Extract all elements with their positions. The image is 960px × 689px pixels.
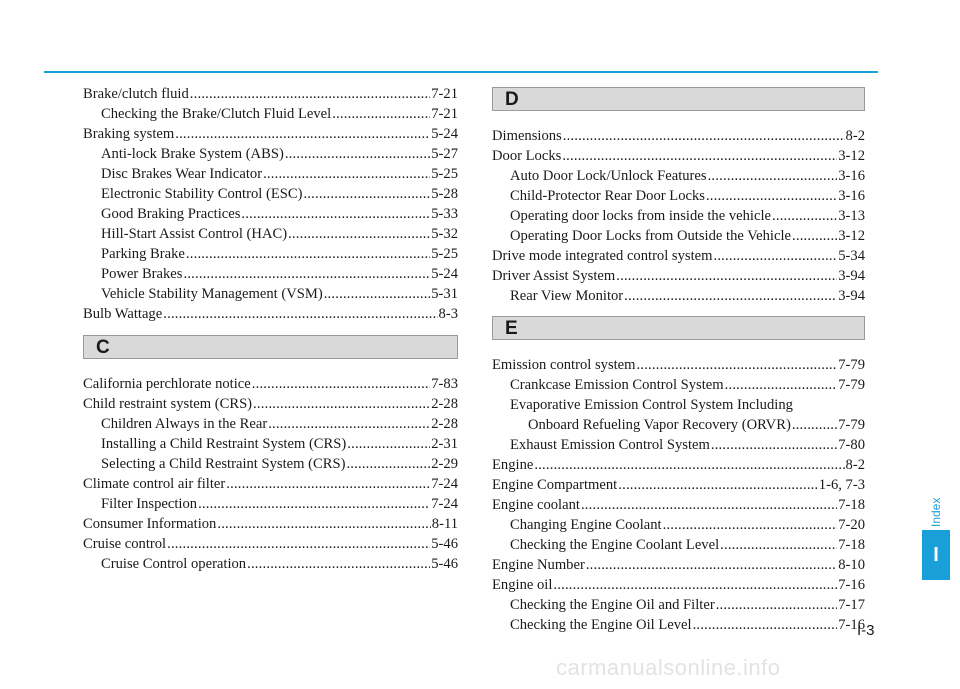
dot-leader <box>693 615 838 635</box>
dot-leader <box>167 534 430 554</box>
index-subentry[interactable] <box>83 554 458 574</box>
entry-title: Changing Engine Coolant <box>510 517 662 533</box>
section-letter-c: C <box>96 337 110 358</box>
right-column <box>492 84 865 635</box>
entry-page: 7-18 <box>838 497 865 513</box>
index-entry[interactable] <box>83 394 458 414</box>
entry-page: 3-12 <box>838 148 865 164</box>
index-group-c <box>83 374 458 574</box>
section-header-c <box>83 335 458 359</box>
entry-title: Filter Inspection <box>101 496 198 512</box>
entry-page: 8-2 <box>845 128 865 144</box>
entry-title: Brake/clutch fluid <box>83 86 189 102</box>
index-subentry[interactable] <box>83 454 458 474</box>
entry-title: Checking the Engine Coolant Level <box>510 537 720 553</box>
index-subentry[interactable] <box>83 164 458 184</box>
dot-leader <box>347 434 430 454</box>
index-subentry[interactable] <box>492 515 865 535</box>
entry-page: 3-13 <box>838 208 865 224</box>
top-divider <box>44 71 878 73</box>
dot-leader <box>562 146 837 166</box>
dot-leader <box>637 355 838 375</box>
dot-leader <box>708 166 838 186</box>
dot-leader <box>217 514 430 534</box>
dot-leader <box>183 264 430 284</box>
entry-page: 5-24 <box>431 266 458 282</box>
watermark: carmanualsonline.info <box>556 655 781 680</box>
entry-title: Cruise Control operation <box>101 556 247 572</box>
entry-page: 3-94 <box>838 288 865 304</box>
index-subentry[interactable] <box>83 224 458 244</box>
index-entry[interactable] <box>83 474 458 494</box>
entry-page: 7-79 <box>838 357 865 373</box>
entry-page: 7-80 <box>838 437 865 453</box>
index-subentry[interactable] <box>83 284 458 304</box>
dot-leader <box>263 164 430 184</box>
dot-leader <box>792 226 837 246</box>
index-entry[interactable] <box>492 555 865 575</box>
entry-page: 5-34 <box>838 248 865 264</box>
entry-page: 5-46 <box>431 556 458 572</box>
index-subentry[interactable] <box>492 615 865 635</box>
entry-title: Vehicle Stability Management (VSM) <box>101 286 323 302</box>
index-subentry[interactable] <box>83 434 458 454</box>
index-entry[interactable] <box>492 575 865 595</box>
entry-title: Operating door locks from inside the vehicle <box>510 208 771 224</box>
entry-title: Engine coolant <box>492 497 580 513</box>
entry-title: Braking system <box>83 126 175 142</box>
dot-leader <box>553 575 837 595</box>
entry-title: Checking the Brake/Clutch Fluid Level <box>101 106 332 122</box>
index-subentry[interactable] <box>83 244 458 264</box>
index-group-d <box>492 126 865 306</box>
dot-leader <box>563 126 845 146</box>
index-subentry[interactable] <box>492 186 865 206</box>
dot-leader <box>624 286 837 306</box>
dot-leader <box>247 554 430 574</box>
entry-page: 7-79 <box>838 377 865 393</box>
entry-title: Anti-lock Brake System (ABS) <box>101 146 284 162</box>
entry-title: California perchlorate notice <box>83 376 251 392</box>
entry-page: 7-24 <box>431 476 458 492</box>
index-subentry[interactable] <box>492 535 865 555</box>
index-subentry[interactable] <box>492 286 865 306</box>
index-entry[interactable] <box>83 84 458 104</box>
entry-page: 3-16 <box>838 168 865 184</box>
entry-page: 5-32 <box>431 226 458 242</box>
entry-page: 8-3 <box>438 306 458 322</box>
index-entry[interactable] <box>83 514 458 534</box>
index-group-e-a <box>492 355 865 395</box>
entry-title: Exhaust Emission Control System <box>510 437 710 453</box>
entry-title: Checking the Engine Oil Level <box>510 617 692 633</box>
index-subentry[interactable] <box>492 226 865 246</box>
left-column <box>83 84 458 574</box>
dot-leader <box>534 455 844 475</box>
index-subentry[interactable] <box>83 414 458 434</box>
section-letter-e: E <box>505 318 518 339</box>
dot-leader <box>581 495 837 515</box>
index-subentry[interactable] <box>83 494 458 514</box>
entry-page: 7-16 <box>838 577 865 593</box>
index-subentry[interactable] <box>83 104 458 124</box>
entry-page: 8-10 <box>838 557 865 573</box>
entry-title: Children Always in the Rear <box>101 416 268 432</box>
index-subentry[interactable] <box>83 184 458 204</box>
index-subentry[interactable] <box>83 204 458 224</box>
dot-leader <box>268 414 430 434</box>
entry-title: Consumer Information <box>83 516 217 532</box>
entry-page: 5-28 <box>431 186 458 202</box>
entry-title: Emission control system <box>492 357 636 373</box>
index-entry[interactable] <box>492 475 865 495</box>
dot-leader <box>241 204 430 224</box>
entry-title: Driver Assist System <box>492 268 616 284</box>
entry-page: 7-21 <box>431 106 458 122</box>
dot-leader <box>725 375 838 395</box>
index-entry[interactable] <box>83 374 458 394</box>
dot-leader <box>175 124 430 144</box>
index-entry[interactable] <box>492 246 865 266</box>
entry-title: Hill-Start Assist Control (HAC) <box>101 226 288 242</box>
entry-title: Climate control air filter <box>83 476 226 492</box>
entry-page: 2-31 <box>431 436 458 452</box>
entry-title: Disc Brakes Wear Indicator <box>101 166 263 182</box>
entry-page: 7-17 <box>838 597 865 613</box>
entry-page: 5-33 <box>431 206 458 222</box>
entry-title: Power Brakes <box>101 266 183 282</box>
index-entry[interactable] <box>492 146 865 166</box>
index-entry[interactable] <box>492 495 865 515</box>
index-entry-evap[interactable] <box>492 395 865 435</box>
dot-leader <box>324 284 431 304</box>
dot-leader <box>663 515 838 535</box>
entry-title: Selecting a Child Restraint System (CRS) <box>101 456 346 472</box>
entry-title: Rear View Monitor <box>510 288 624 304</box>
index-subentry[interactable] <box>492 166 865 186</box>
entry-page: 7-18 <box>838 537 865 553</box>
dot-leader <box>586 555 837 575</box>
entry-page: 7-83 <box>431 376 458 392</box>
entry-title: Child restraint system (CRS) <box>83 396 253 412</box>
entry-title: Checking the Engine Oil and Filter <box>510 597 715 613</box>
entry-page: 2-28 <box>431 416 458 432</box>
dot-leader <box>332 104 430 124</box>
section-letter-d: D <box>505 89 519 110</box>
entry-page: 7-24 <box>431 496 458 512</box>
section-header-d <box>492 87 865 111</box>
entry-page: 5-46 <box>431 536 458 552</box>
entry-page: 5-25 <box>431 166 458 182</box>
dot-leader <box>772 206 837 226</box>
index-entry[interactable] <box>83 124 458 144</box>
entry-page: 3-16 <box>838 188 865 204</box>
index-entry-evap-line1: Evaporative Emission Control System Including <box>510 397 793 413</box>
entry-page: 5-25 <box>431 246 458 262</box>
entry-page: 1-6, 7-3 <box>818 477 865 493</box>
side-tab-label: Index <box>929 497 943 527</box>
entry-page: 8-2 <box>845 457 865 473</box>
entry-title: Dimensions <box>492 128 562 144</box>
index-entry[interactable] <box>492 455 865 475</box>
entry-title: Engine <box>492 457 534 473</box>
index-group-e-b <box>492 435 865 635</box>
entry-title: Cruise control <box>83 536 167 552</box>
entry-page: 5-31 <box>431 286 458 302</box>
entry-page: 7-16 <box>838 617 865 633</box>
entry-title: Engine oil <box>492 577 553 593</box>
index-subentry[interactable] <box>83 144 458 164</box>
dot-leader <box>713 246 837 266</box>
side-tab-letter[interactable]: I <box>922 530 950 580</box>
dot-leader <box>163 304 437 324</box>
entry-page: 2-29 <box>431 456 458 472</box>
entry-page: 5-27 <box>431 146 458 162</box>
section-header-e <box>492 316 865 340</box>
dot-leader <box>288 224 430 244</box>
index-group-b <box>83 84 458 324</box>
index-entry[interactable] <box>492 126 865 146</box>
entry-page: 7-21 <box>431 86 458 102</box>
entry-title: Child-Protector Rear Door Locks <box>510 188 705 204</box>
index-entry-evap-line2: Onboard Refueling Vapor Recovery (ORVR) <box>528 417 791 433</box>
entry-title: Good Braking Practices <box>101 206 241 222</box>
page-number: I-3 <box>857 622 875 639</box>
entry-title: Door Locks <box>492 148 562 164</box>
dot-leader <box>618 475 818 495</box>
entry-title: Operating Door Locks from Outside the Vehicle <box>510 228 791 244</box>
entry-page: 2-28 <box>431 396 458 412</box>
dot-leader <box>706 186 837 206</box>
entry-title: Auto Door Lock/Unlock Features <box>510 168 707 184</box>
index-entry[interactable] <box>492 355 865 375</box>
entry-page: 5-24 <box>431 126 458 142</box>
index-entry[interactable] <box>83 304 458 324</box>
dot-leader <box>346 454 430 474</box>
entry-page: 3-94 <box>838 268 865 284</box>
dot-leader <box>285 144 430 164</box>
dot-leader <box>198 494 430 514</box>
dot-leader <box>186 244 430 264</box>
entry-title: Bulb Wattage <box>83 306 163 322</box>
entry-title: Crankcase Emission Control System <box>510 377 724 393</box>
dot-leader <box>716 595 838 615</box>
entry-title: Engine Compartment <box>492 477 618 493</box>
dot-leader <box>226 474 430 494</box>
index-entry-evap-page: 7-79 <box>838 417 865 433</box>
entry-title: Engine Number <box>492 557 585 573</box>
entry-page: 3-12 <box>838 228 865 244</box>
entry-page: 7-20 <box>838 517 865 533</box>
dot-leader <box>711 435 837 455</box>
entry-title: Electronic Stability Control (ESC) <box>101 186 303 202</box>
dot-leader <box>252 374 430 394</box>
entry-title: Drive mode integrated control system <box>492 248 713 264</box>
dot-leader <box>616 266 837 286</box>
entry-title: Parking Brake <box>101 246 185 262</box>
index-entry[interactable] <box>83 534 458 554</box>
dot-leader <box>253 394 430 414</box>
index-subentry[interactable] <box>492 435 865 455</box>
index-entry[interactable] <box>492 266 865 286</box>
entry-title: Installing a Child Restraint System (CRS) <box>101 436 347 452</box>
index-subentry[interactable] <box>492 206 865 226</box>
entry-page: 8-11 <box>431 516 458 532</box>
index-subentry[interactable] <box>83 264 458 284</box>
dot-leader <box>720 535 837 555</box>
index-subentry[interactable] <box>492 595 865 615</box>
dot-leader <box>190 84 430 104</box>
dot-leader <box>303 184 430 204</box>
index-subentry[interactable] <box>492 375 865 395</box>
